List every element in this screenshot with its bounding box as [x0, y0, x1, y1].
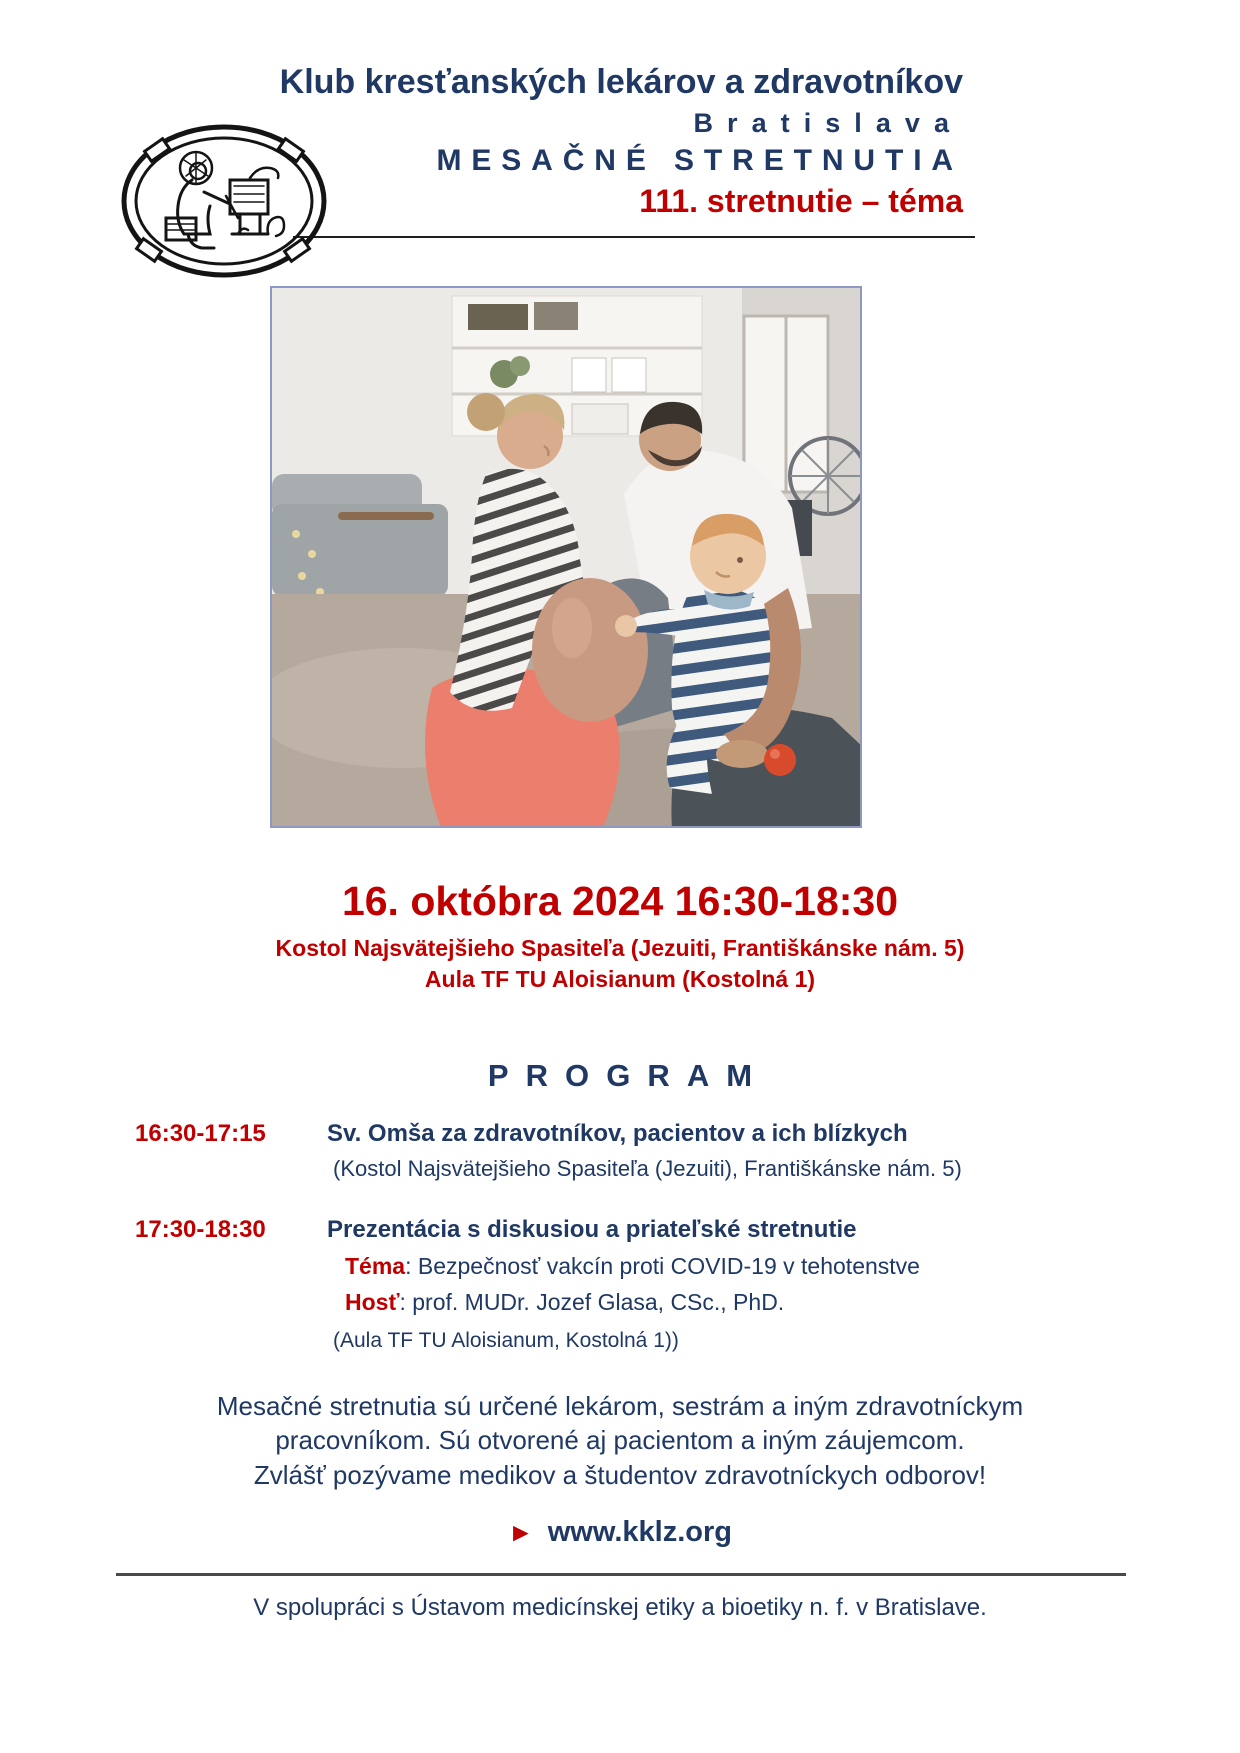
- website-line: [0, 1516, 1240, 1549]
- invitation-line-2: pracovníkom. Sú otvorené aj pacientom a iným záujemcom.: [275, 1425, 965, 1456]
- meeting-number-line: 111. stretnutie – téma: [639, 183, 963, 220]
- invitation-line-3: Zvlášť pozývame medikov a študentov zdravotníckych odborov!: [253, 1459, 987, 1490]
- program-item-1: [135, 1120, 1145, 1148]
- guest-text: : prof. MUDr. Jozef Glasa, CSc., PhD.: [399, 1288, 785, 1315]
- program-heading: PROGRAM: [487, 1057, 770, 1093]
- program-item-2-title: Prezentácia s diskusiou a priateľské stretnutie: [327, 1215, 857, 1243]
- event-location-2: Aula TF TU Aloisianum (Kostolná 1): [424, 965, 816, 992]
- event-datetime: 16. októbra 2024 16:30-18:30: [341, 878, 899, 925]
- program-item-1-note: (Kostol Najsvätejšieho Spasiteľa (Jezuiti), Františkánske nám. 5): [333, 1155, 962, 1181]
- program-item-1-title: Sv. Omša za zdravotníkov, pacientov a ich blízkych: [327, 1119, 908, 1147]
- program-item-2-time: 17:30-18:30: [135, 1215, 266, 1243]
- arrow-icon: ►: [508, 1516, 534, 1547]
- event-details: [0, 878, 1240, 994]
- program-item-2: [135, 1216, 1145, 1244]
- invitation-line-1: Mesačné stretnutia sú určené lekárom, sestrám a iným zdravotníckym: [216, 1390, 1024, 1421]
- series-line: MESAČNÉ STRETNUTIA: [436, 144, 963, 178]
- program-item-2-topic: [345, 1253, 1145, 1280]
- footer-separator: [116, 1573, 1126, 1576]
- header: [0, 0, 1240, 238]
- program-item-2-note: (Aula TF TU Aloisianum, Kostolná 1)): [333, 1328, 679, 1352]
- club-logo-icon: [118, 122, 330, 280]
- guest-label: Hosť: [345, 1288, 400, 1315]
- program-item-1-time: 16:30-17:15: [135, 1119, 266, 1147]
- topic-text: : Bezpečnosť vakcín proti COVID-19 v tehotenstve: [405, 1252, 920, 1279]
- topic-label: Téma: [345, 1252, 406, 1279]
- club-name-title: Klub kresťanských lekárov a zdravotníkov: [279, 63, 963, 101]
- invitation-paragraph: [0, 1389, 1240, 1492]
- event-location-1: Kostol Najsvätejšieho Spasiteľa (Jezuiti, Františkánske nám. 5): [275, 935, 965, 962]
- header-separator: [293, 236, 975, 238]
- program-item-2-guest: [345, 1289, 1145, 1316]
- program-list: [135, 1120, 1145, 1353]
- city-line: Bratislava: [693, 108, 963, 139]
- family-photo-illustration: [272, 288, 862, 828]
- family-photo: [270, 286, 862, 828]
- website-link[interactable]: www.kklz.org: [547, 1515, 732, 1548]
- footer-cooperation-text: V spolupráci s Ústavom medicínskej etiky a bioetiky n. f. v Bratislave.: [253, 1593, 987, 1621]
